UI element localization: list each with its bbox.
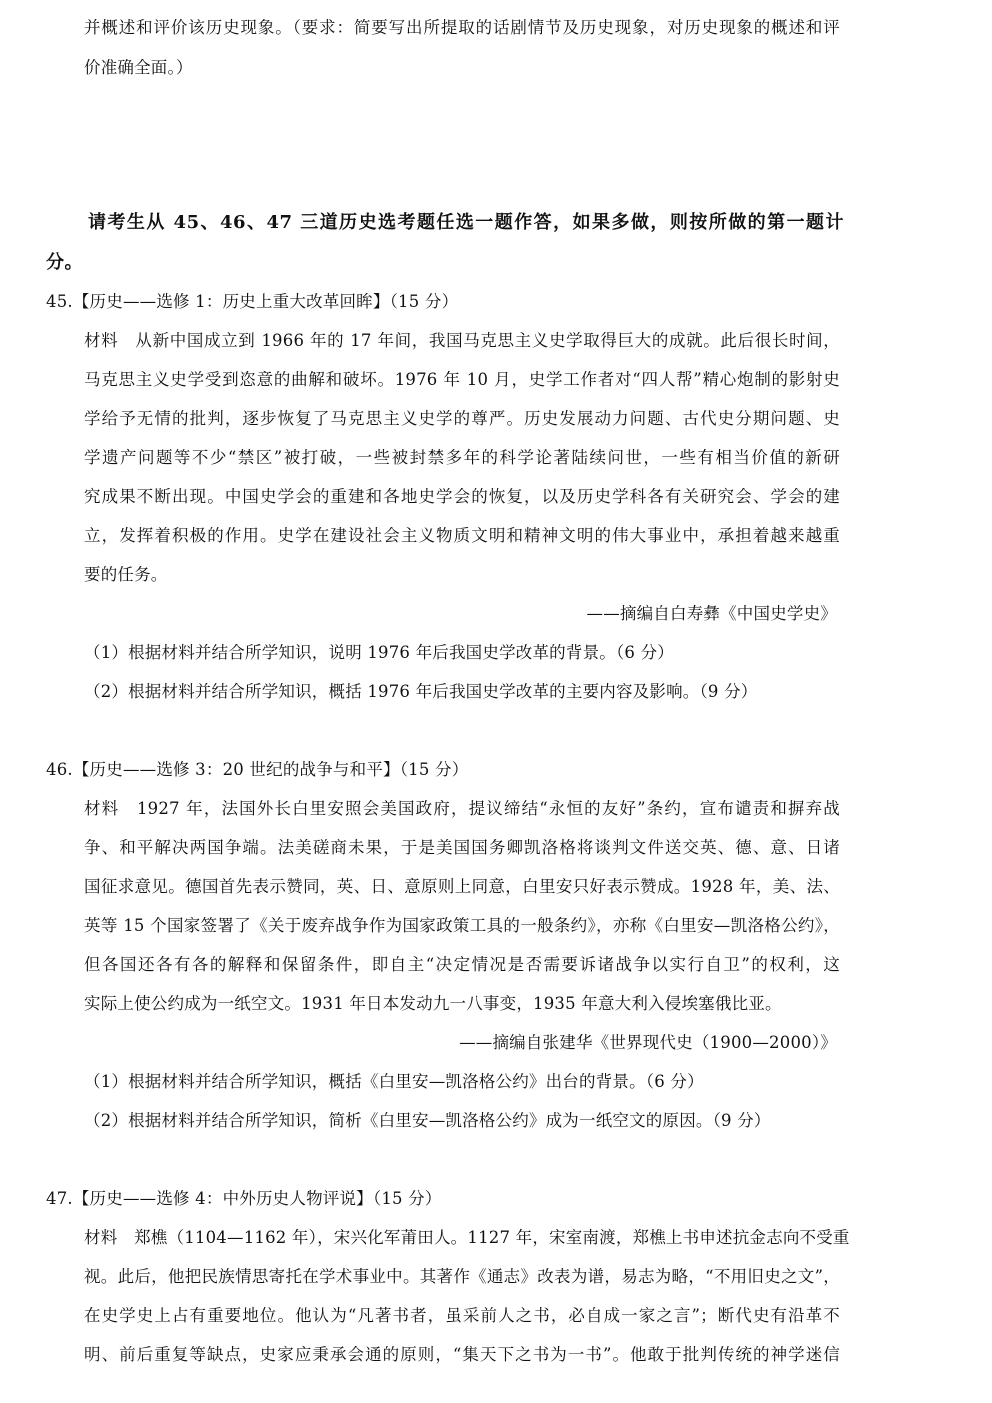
q45-material-line-7: 要的任务。 <box>84 565 168 584</box>
q45-source: ——摘编自白寿彝《中国史学史》 <box>586 604 837 623</box>
q47-material-line-1: 材料 郑樵（1104—1162 年），宋兴化军莆田人。1127 年，宋室南渡，郑樵上书申述抗金志向不受重 <box>84 1228 850 1247</box>
q47-material-line-2: 视。此后，他把民族情思寄托在学术事业中。其著作《通志》改表为谱，易志为略，“不用旧史之文”， <box>84 1267 840 1286</box>
instruction-line-1: 请考生从 45、46、47 三道历史选考题任选一题作答，如果多做，则按所做的第一题计 <box>88 212 844 233</box>
q46-material-line-5: 但各国还各有各的解释和保留条件，即自主“决定情况是否需要诉诸战争以实行自卫”的权利，这 <box>84 955 840 974</box>
q45-material-line-6: 立，发挥着积极的作用。史学在建设社会主义物质文明和精神文明的伟大事业中，承担着越来越重 <box>84 526 840 545</box>
q46-material-line-1: 材料 1927 年，法国外长白里安照会美国政府，提议缔结“永恒的友好”条约，宣布谴责和摒弃战 <box>84 799 840 818</box>
q45-material-line-3: 学给予无情的批判，逐步恢复了马克思主义史学的尊严。历史发展动力问题、古代史分期问题、史 <box>84 409 840 428</box>
intro-line-1: 并概述和评价该历史现象。（要求：简要写出所提取的话剧情节及历史现象，对历史现象的概述和评 <box>84 18 840 37</box>
q45-material-line-2: 马克思主义史学受到恣意的曲解和破坏。1976 年 10 月，史学工作者对“四人帮”精心炮制的影射史 <box>84 370 840 389</box>
q46-source: ——摘编自张建华《世界现代史（1900—2000）》 <box>459 1033 837 1052</box>
q45-title: 45.【历史——选修 1：历史上重大改革回眸】（15 分） <box>46 292 459 311</box>
q45-material-line-4: 学遗产问题等不少“禁区”被打破，一些被封禁多年的科学论著陆续问世，一些有相当价值的新研 <box>84 448 840 467</box>
q46-subquestion-1: （1）根据材料并结合所学知识，概括《白里安—凯洛格公约》出台的背景。（6 分） <box>84 1072 704 1091</box>
q45-subquestion-2: （2）根据材料并结合所学知识，概括 1976 年后我国史学改革的主要内容及影响。（9 分） <box>84 682 758 701</box>
q45-material-line-1: 材料 从新中国成立到 1966 年的 17 年间，我国马克思主义史学取得巨大的成就。此后很长时间， <box>84 331 840 350</box>
q47-material-line-3: 在史学史上占有重要地位。他认为“凡著书者，虽采前人之书，必自成一家之言”；断代史有沿革不 <box>84 1306 840 1325</box>
q46-material-line-6: 实际上使公约成为一纸空文。1931 年日本发动九一八事变，1935 年意大利入侵埃塞俄比亚。 <box>84 994 782 1013</box>
intro-line-2: 价准确全面。） <box>84 58 193 77</box>
q46-material-line-3: 国征求意见。德国首先表示赞同，英、日、意原则上同意，白里安只好表示赞成。1928 年，美、法、 <box>84 877 840 896</box>
q45-subquestion-1: （1）根据材料并结合所学知识，说明 1976 年后我国史学改革的背景。（6 分） <box>84 643 674 662</box>
q47-material-line-4: 明、前后重复等缺点，史家应秉承会通的原则，“集天下之书为一书”。他敢于批判传统的神学迷信 <box>84 1345 840 1364</box>
q46-material-line-4: 英等 15 个国家签署了《关于废弃战争作为国家政策工具的一般条约》，亦称《白里安—凯洛格公约》， <box>84 916 840 935</box>
q46-material-line-2: 争、和平解决两国争端。法美磋商未果，于是美国国务卿凯洛格将谈判文件送交英、德、意、日诸 <box>84 838 840 857</box>
q46-title: 46.【历史——选修 3：20 世纪的战争与和平】（15 分） <box>46 760 469 779</box>
q45-material-line-5: 究成果不断出现。中国史学会的重建和各地史学会的恢复，以及历史学科各有关研究会、学会的建 <box>84 487 840 506</box>
q46-subquestion-2: （2）根据材料并结合所学知识，简析《白里安—凯洛格公约》成为一纸空文的原因。（9 分） <box>84 1111 771 1130</box>
q47-title: 47.【历史——选修 4：中外历史人物评说】（15 分） <box>46 1189 442 1208</box>
instruction-line-2: 分。 <box>46 252 83 273</box>
